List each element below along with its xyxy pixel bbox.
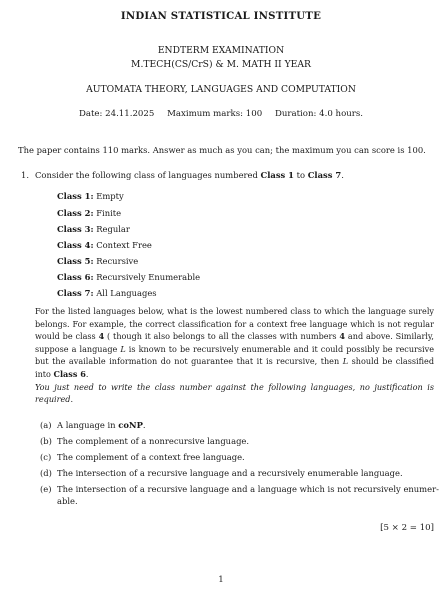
question-paragraph [35, 305, 434, 406]
exam-title: ENDTERM EXAMINATION [157, 45, 285, 56]
class-item: Class 6: Recursively Enumerable [57, 272, 201, 282]
class-item: Class 5: Recursive [57, 256, 139, 266]
question-part: (c) The complement of a context free language. [40, 452, 245, 462]
class-item: Class 4: Context Free [57, 240, 152, 250]
class-item: Class 2: Finite [57, 208, 122, 218]
exam-date: Date: 24.11.2025 [78, 109, 155, 119]
class-from: Class 1 [260, 170, 294, 180]
class-to: Class 7 [307, 170, 342, 180]
institute-name: INDIAN STATISTICAL INSTITUTE [120, 10, 322, 22]
question-part: (b) The complement of a nonrecursive language. [40, 436, 250, 446]
marks-allocation: [5 × 2 = 10] [380, 523, 434, 533]
subject-title: AUTOMATA THEORY, LANGUAGES AND COMPUTATION [86, 84, 356, 95]
page-number: 1 [218, 575, 224, 585]
class-item: Class 3: Regular [57, 224, 130, 234]
max-marks: Maximum marks: 100 [167, 109, 263, 119]
class-item: Class 1: Empty [57, 191, 124, 201]
instructions: The paper contains 110 marks. Answer as much as you can; the maximum you can score is 100. [18, 145, 426, 155]
classification-explanation: For the listed languages below, what is the lowest numbered class to which the language surely belongs. For example, the correct classification for a context free language which is not regular would be class 4 ( though it also belongs to all the classes with numbers 4 and above. Similarly, suppose a language L is known to be recursively enumerable and it could possibly be recursive but the available information do not guarantee that it is recursive, then L should be classified into Class 6. [35, 306, 435, 379]
question-number: 1. [21, 170, 29, 180]
exam-meta [0, 109, 442, 119]
question-intro: Consider the following class of languages numbered Class 1 to Class 7. [35, 170, 344, 180]
question-part: (e) The intersection of a recursive language and a language which is not recursively enumer- able. [40, 484, 439, 506]
duration: Duration: 4.0 hours. [274, 109, 364, 119]
course-name: M.TECH(CS/CrS) & M. MATH II YEAR [131, 59, 311, 70]
class-item: Class 7: All Languages [57, 288, 157, 298]
answer-note: You just need to write the class number against the following languages, no justification is required. [35, 381, 434, 405]
question-part: (a) A language in coNP. [40, 420, 146, 430]
question-part: (d) The intersection of a recursive language and a recursively enumerable language. [40, 468, 403, 478]
